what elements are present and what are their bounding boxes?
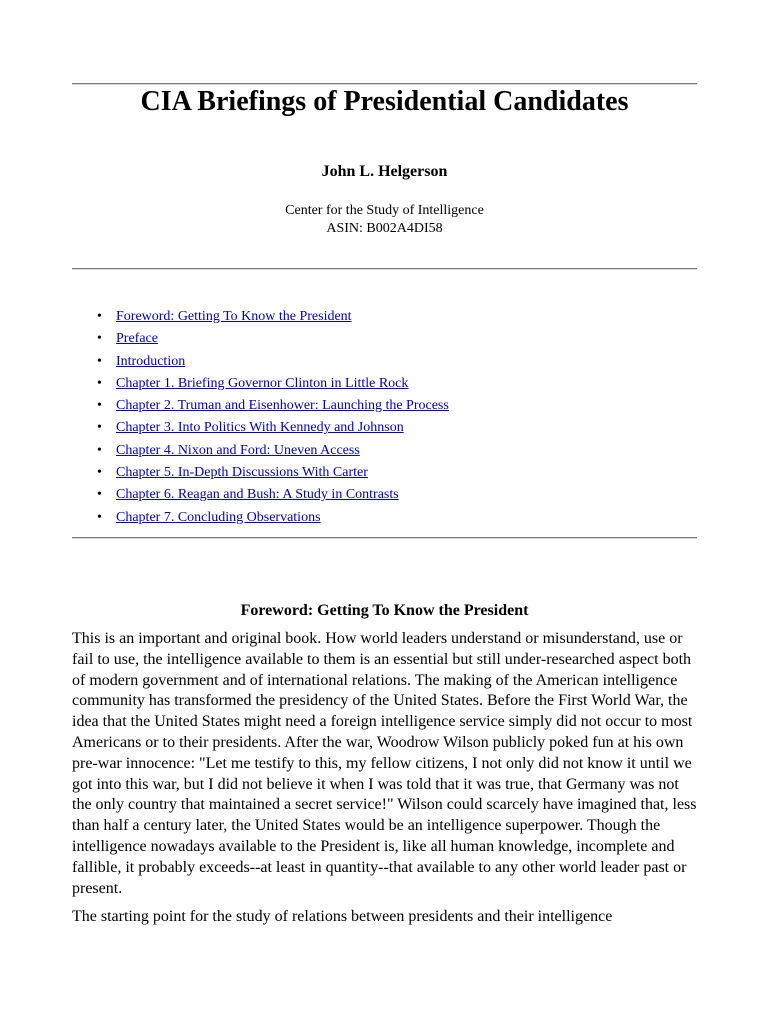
foreword-paragraph: The starting point for the study of relations between presidents and their intelligence bbox=[72, 908, 613, 926]
page-title: CIA Briefings of Presidential Candidates bbox=[140, 86, 629, 117]
toc-link-chapter-6[interactable]: Chapter 6. Reagan and Bush: A Study in Contrasts bbox=[116, 487, 399, 503]
bullet-icon: • bbox=[97, 398, 102, 414]
bullet-icon: • bbox=[97, 375, 102, 391]
toc-link-chapter-2[interactable]: Chapter 2. Truman and Eisenhower: Launching the Process bbox=[116, 398, 449, 414]
toc-item-foreword bbox=[96, 307, 449, 329]
toc-item-chapter-1 bbox=[96, 374, 449, 396]
toc-link-foreword[interactable]: Foreword: Getting To Know the President bbox=[116, 309, 352, 324]
toc-item-chapter-2 bbox=[96, 396, 449, 418]
foreword-heading: Foreword: Getting To Know the President bbox=[240, 602, 529, 619]
header-divider bbox=[72, 268, 697, 270]
toc-item-preface bbox=[96, 329, 449, 351]
bullet-icon: • bbox=[97, 509, 102, 525]
bullet-icon: • bbox=[97, 465, 102, 481]
toc-item-chapter-3 bbox=[96, 418, 449, 440]
toc-link-chapter-5[interactable]: Chapter 5. In-Depth Discussions With Carter bbox=[116, 465, 368, 481]
bullet-icon: • bbox=[97, 353, 102, 369]
toc-item-chapter-6 bbox=[96, 485, 449, 507]
toc-link-chapter-3[interactable]: Chapter 3. Into Politics With Kennedy and Johnson bbox=[116, 420, 404, 436]
toc-item-chapter-7 bbox=[96, 508, 449, 530]
bullet-icon: • bbox=[97, 487, 102, 503]
toc-item-chapter-5 bbox=[96, 463, 449, 485]
toc-divider bbox=[72, 537, 697, 539]
toc-link-introduction[interactable]: Introduction bbox=[116, 353, 186, 369]
table-of-contents bbox=[96, 307, 449, 530]
toc-item-chapter-4 bbox=[96, 441, 449, 463]
bullet-icon: • bbox=[97, 309, 102, 324]
toc-link-preface[interactable]: Preface bbox=[116, 331, 158, 347]
asin-label: ASIN: B002A4DI58 bbox=[326, 221, 443, 236]
bullet-icon: • bbox=[97, 442, 102, 458]
author-name: John L. Helgerson bbox=[321, 163, 448, 180]
publication-info bbox=[72, 202, 697, 238]
publisher-name: Center for the Study of Intelligence bbox=[285, 203, 484, 218]
toc-item-introduction bbox=[96, 352, 449, 374]
bullet-icon: • bbox=[97, 331, 102, 347]
foreword-paragraph: This is an important and original book. How world leaders understand or misunderstand, use or fail to use, the intelligence available to them is an essential but still under-researched aspect both of modern government and of international relations. The making of the American intelligence community has transformed the presidency of the United States. Before the First World War, the idea that the United States might need a foreign intelligence service simply did not occur to most Americans or to their presidents. After the war, Woodrow Wilson publicly poked fun at his own pre-war innocence: "Let me testify to this, my fellow citizens, I not only did not know it until we got into this war, but I did not believe it when I was told that it was true, that Germany was not the only country that maintained a secret service!" Wilson could scarcely have imagined that, less than half a century later, the United States would be an intelligence superpower. Though the intelligence nowadays available to the President is, like all human knowledge, incomplete and fallible, it probably exceeds--at least in quantity--that available to any other world leader past or present. bbox=[72, 630, 697, 897]
foreword-body bbox=[72, 629, 700, 936]
bullet-icon: • bbox=[97, 420, 102, 436]
toc-link-chapter-4[interactable]: Chapter 4. Nixon and Ford: Uneven Access bbox=[116, 442, 360, 458]
toc-link-chapter-7[interactable]: Chapter 7. Concluding Observations bbox=[116, 509, 321, 525]
toc-link-chapter-1[interactable]: Chapter 1. Briefing Governor Clinton in Little Rock bbox=[116, 375, 409, 391]
